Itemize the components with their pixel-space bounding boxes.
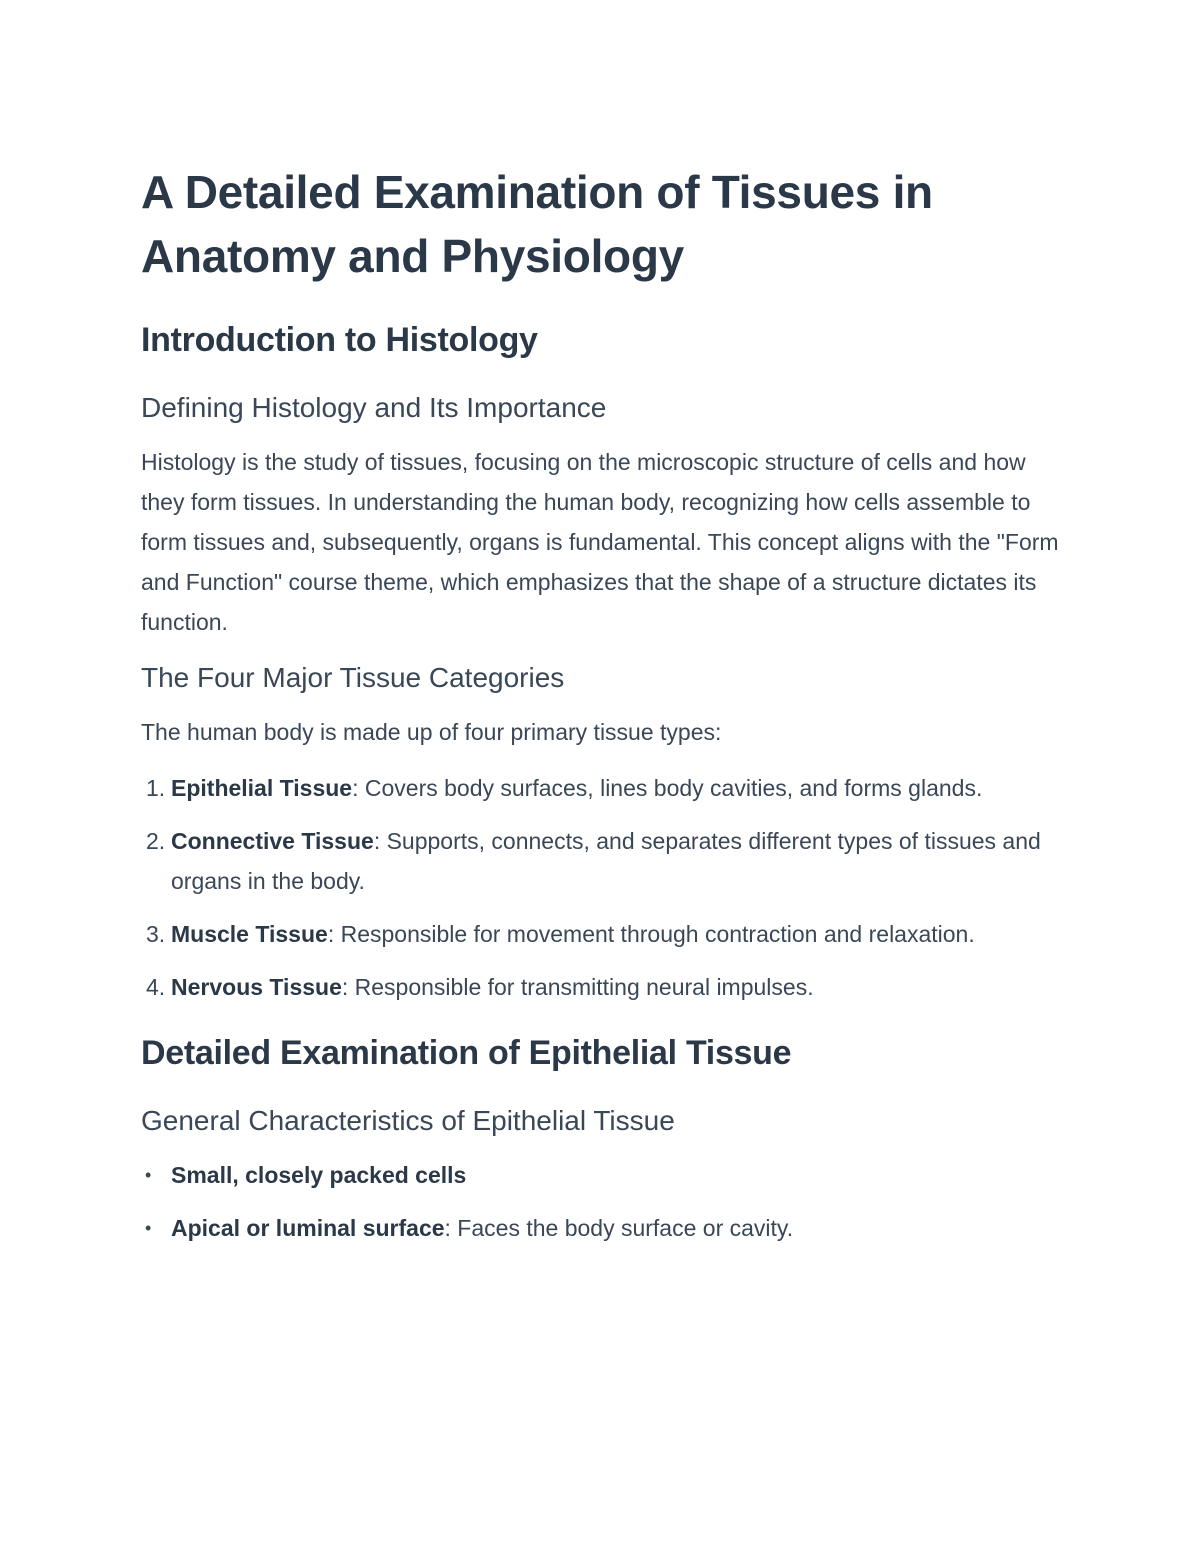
tissue-types-list: [141, 768, 1061, 1007]
document-page: [141, 160, 1061, 1272]
list-number: 4.: [146, 974, 166, 1000]
list-item: [141, 967, 1061, 1007]
list-item: [141, 1155, 1061, 1195]
list-number: 3.: [146, 921, 166, 947]
list-item-text: : Covers body surfaces, lines body cavities, and forms glands.: [352, 775, 983, 801]
paragraph-histology-definition: Histology is the study of tissues, focusing on the microscopic structure of cells and how they form tissues. In understanding the human body, recognizing how cells assemble to form tissues and, subsequently, organs is fundamental. This concept aligns with the "Form and Function" course theme, which emphasizes that the shape of a structure dictates its function.: [141, 449, 1059, 635]
list-number: 1.: [146, 775, 166, 801]
section-heading-epithelial: Detailed Examination of Epithelial Tissue: [141, 1034, 792, 1072]
list-item-term: Small, closely packed cells: [171, 1162, 467, 1188]
list-item: [141, 768, 1061, 808]
list-item-term: Apical or luminal surface: [171, 1215, 445, 1241]
list-item-term: Epithelial Tissue: [171, 775, 353, 801]
list-item-text: : Responsible for movement through contraction and relaxation.: [327, 921, 975, 947]
list-item-term: Muscle Tissue: [171, 921, 328, 947]
list-item: [141, 1208, 1061, 1248]
list-number: 2.: [146, 828, 166, 854]
list-item-term: Nervous Tissue: [171, 974, 342, 1000]
subsection-heading-tissue-categories: The Four Major Tissue Categories: [141, 662, 565, 693]
section-heading-introduction: Introduction to Histology: [141, 321, 538, 359]
list-item-text: : Responsible for transmitting neural impulses.: [341, 974, 814, 1000]
list-item-text: : Faces the body surface or cavity.: [444, 1215, 794, 1241]
list-item: [141, 821, 1061, 901]
paragraph-tissue-intro: The human body is made up of four primary tissue types:: [141, 719, 722, 745]
list-item-term: Connective Tissue: [171, 828, 374, 854]
subsection-heading-epithelial-characteristics: General Characteristics of Epithelial Tissue: [141, 1105, 675, 1136]
epithelial-characteristics-list: [141, 1155, 1061, 1248]
list-item: [141, 914, 1061, 954]
subsection-heading-defining-histology: Defining Histology and Its Importance: [141, 392, 607, 423]
document-title: A Detailed Examination of Tissues in Anatomy and Physiology: [141, 166, 933, 282]
bullet-icon: •: [145, 1218, 152, 1238]
bullet-icon: •: [145, 1165, 152, 1185]
list-item-text: : Supports, connects, and separates different types of tissues and organs in the body.: [171, 828, 1041, 894]
